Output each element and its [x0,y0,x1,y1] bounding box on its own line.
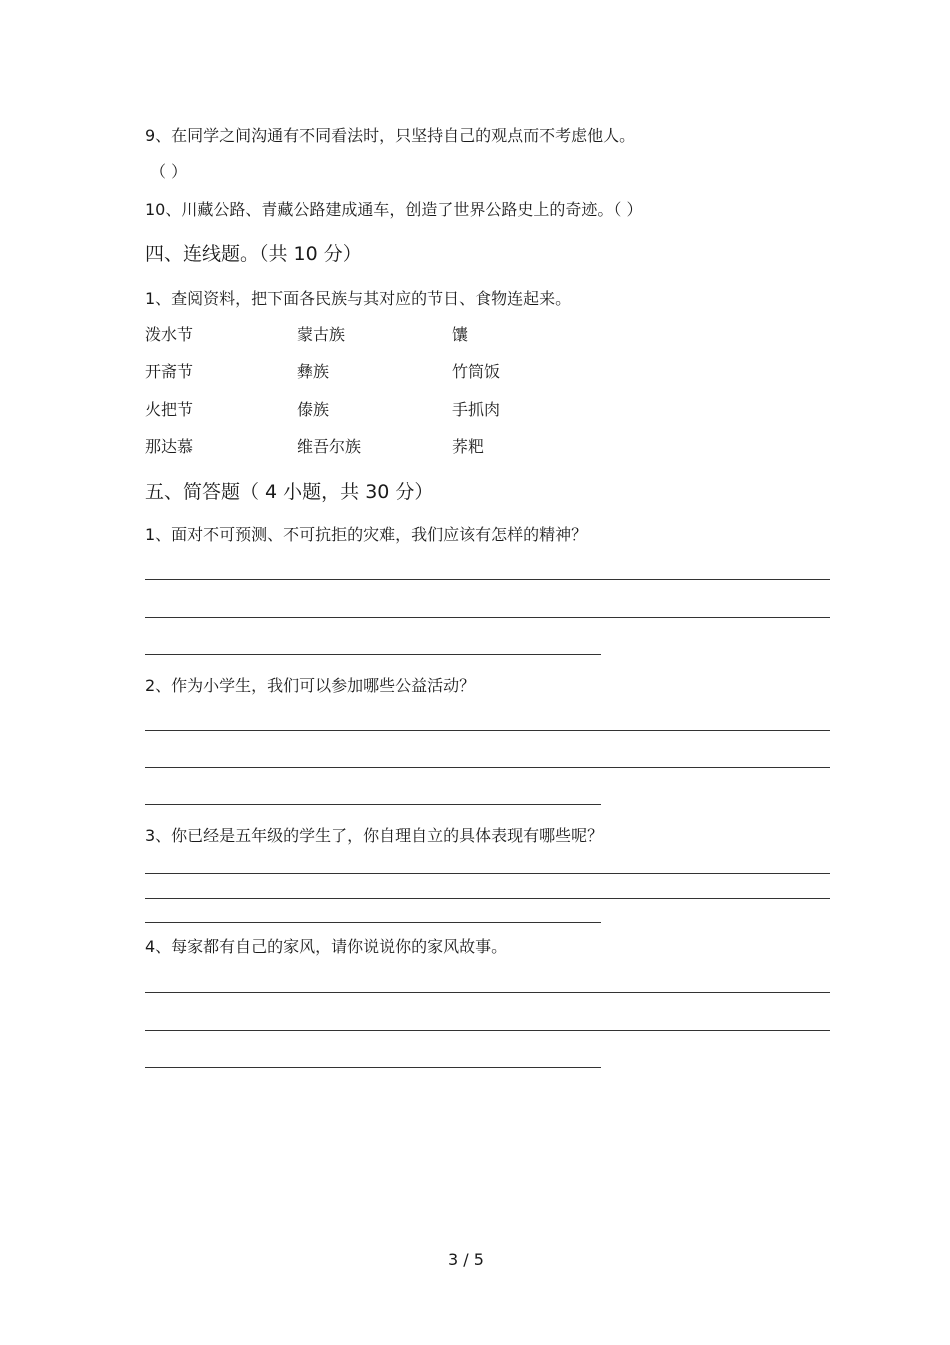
matching-question-1: 1、查阅资料，把下面各民族与其对应的节日、食物连起来。 [145,289,572,308]
section-5-heading: 五、简答题（ 4 小题，共 30 分） [145,481,434,503]
short-answer-question-4: 4、每家都有自己的家风，请你说说你的家风故事。 [145,937,508,956]
question-10: 10、川藏公路、青藏公路建成通车，创造了世界公路史上的奇迹。（ ） [145,200,643,219]
food-item: 荞粑 [452,437,485,456]
answer-line [145,1067,601,1068]
answer-line [145,654,601,655]
short-answer-question-1: 1、面对不可预测、不可抗拒的灾难，我们应该有怎样的精神？ [145,525,588,544]
page-number: 3 / 5 [448,1250,484,1269]
short-answer-question-2: 2、作为小学生，我们可以参加哪些公益活动？ [145,676,476,695]
food-item: 馕 [452,325,469,344]
answer-line [145,922,601,923]
festival-item: 那达慕 [145,437,194,456]
answer-line [145,767,830,768]
food-item: 手抓肉 [452,400,501,419]
ethnic-group-item: 维吾尔族 [297,437,362,456]
short-answer-question-3: 3、你已经是五年级的学生了，你自理自立的具体表现有哪些呢？ [145,826,604,845]
question-9-answer-paren: （ ） [150,162,188,181]
answer-line [145,1030,830,1031]
festival-item: 火把节 [145,400,194,419]
answer-line [145,804,601,805]
answer-line [145,730,830,731]
answer-line [145,992,830,993]
festival-item: 开斋节 [145,362,194,381]
ethnic-group-item: 蒙古族 [297,325,346,344]
ethnic-group-item: 傣族 [297,400,330,419]
food-item: 竹筒饭 [452,362,501,381]
answer-line [145,873,830,874]
question-9: 9、在同学之间沟通有不同看法时，只坚持自己的观点而不考虑他人。 [145,126,636,145]
answer-line [145,898,830,899]
answer-line [145,617,830,618]
festival-item: 泼水节 [145,325,194,344]
section-4-heading: 四、连线题。（共 10 分） [145,243,362,265]
ethnic-group-item: 彝族 [297,362,330,381]
answer-line [145,579,830,580]
